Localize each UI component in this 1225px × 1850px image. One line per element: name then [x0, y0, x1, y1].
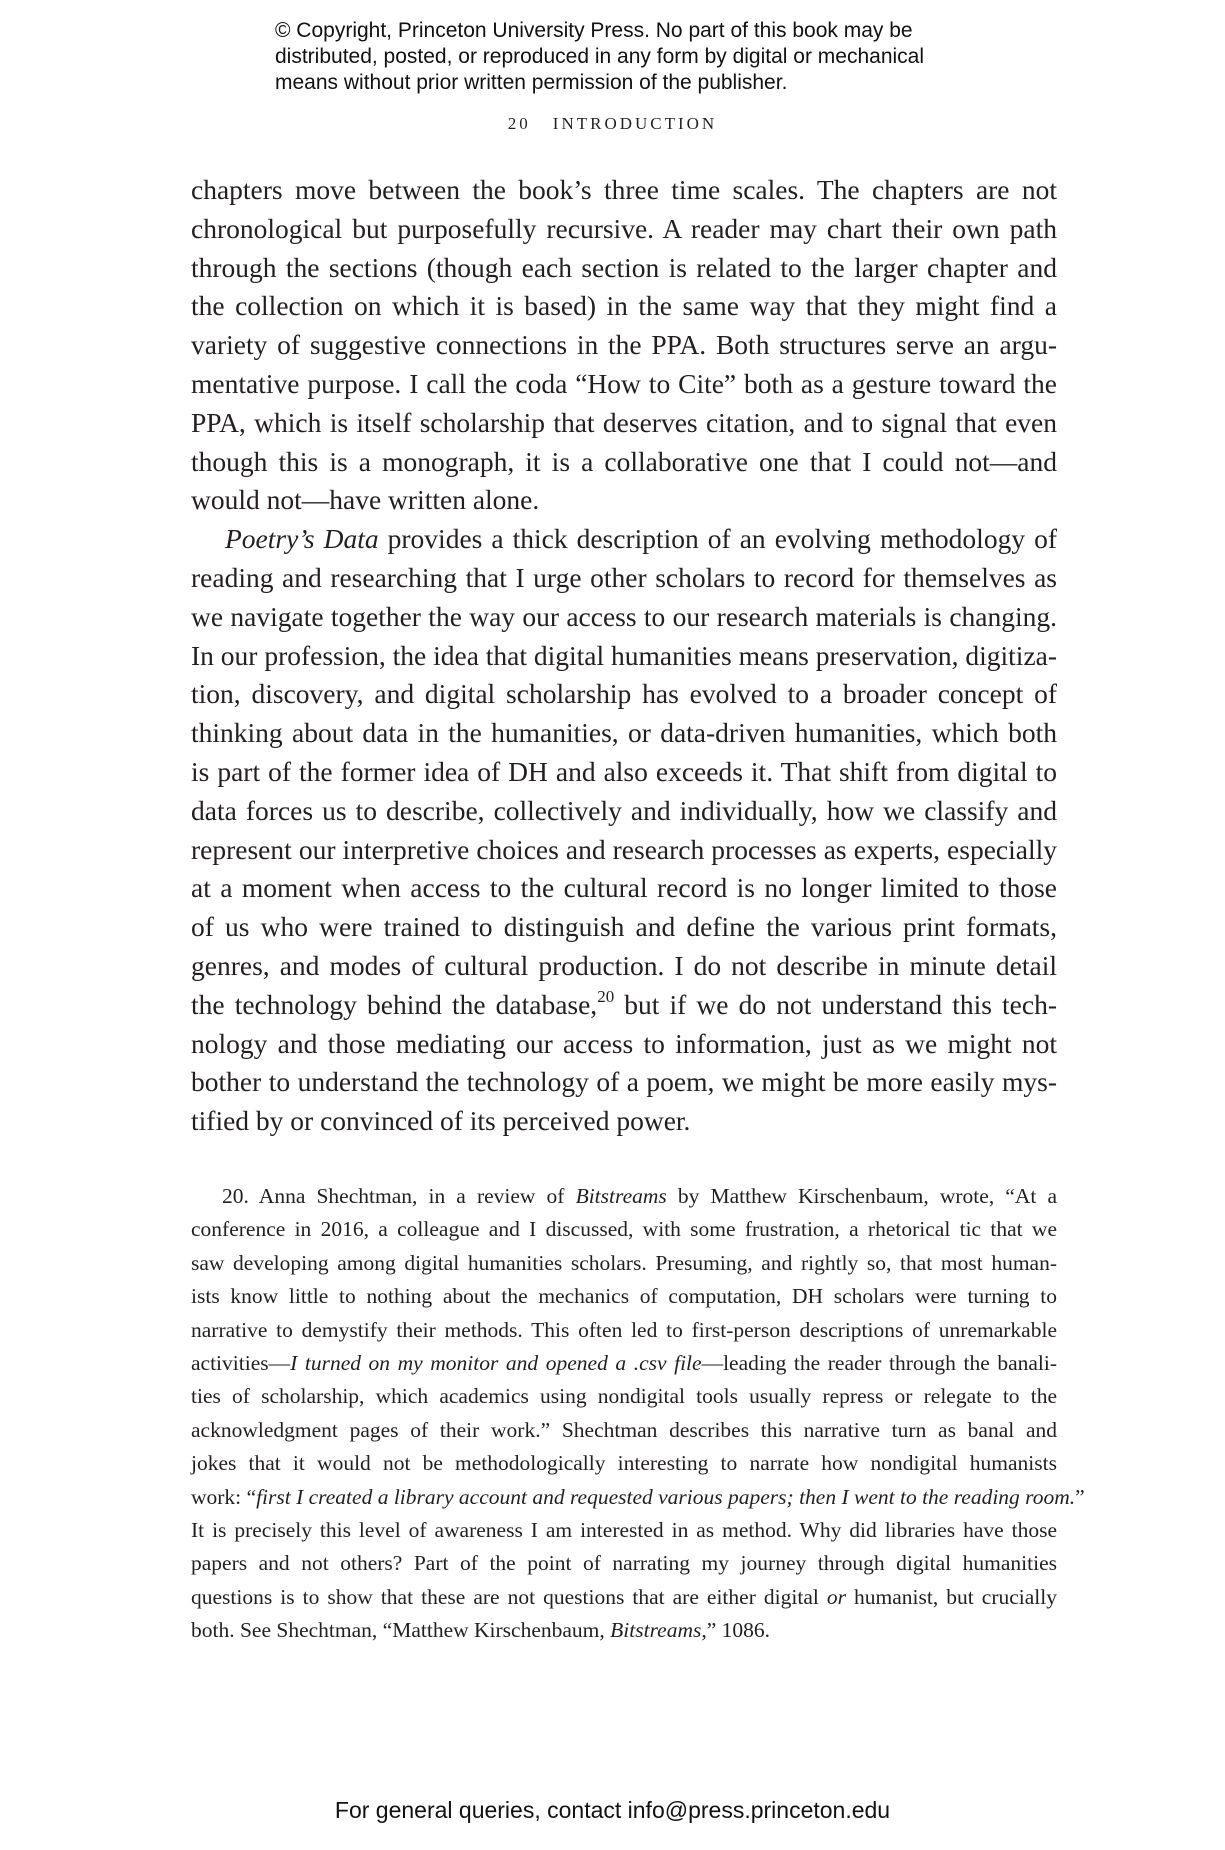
italic-quote: first I created a library account and requested various papers; then I went to the reading room. [256, 1484, 1076, 1509]
text-line: nology and those mediating our access to information, just as we might not [191, 1027, 1057, 1059]
text-line: chronological but purposefully recursive. A reader may chart their own path [191, 212, 1057, 244]
text-line: mentative purpose. I call the coda “How to Cite” both as a gesture toward the [191, 367, 1057, 399]
text-segment: both. See Shechtman, “Matthew Kirschenbaum, [191, 1618, 611, 1643]
text-line: is part of the former idea of DH and also exceeds it. That shift from digital to [191, 755, 1057, 787]
text-line: through the sections (though each section is related to the larger chapter and [191, 251, 1057, 283]
text-line: reading and researching that I urge other scholars to record for themselves as [191, 561, 1057, 593]
footnote-line: saw developing among digital humanities scholars. Presuming, and rightly so, that most human- [191, 1250, 1057, 1275]
text-line: tion, discovery, and digital scholarship has evolved to a broader concept of [191, 678, 1057, 710]
book-title: Bitstreams [610, 1618, 702, 1643]
section-title: INTRODUCTION [552, 114, 718, 133]
text-line: In our profession, the idea that digital humanities means preservation, digitiza- [191, 639, 1058, 671]
copyright-line: © Copyright, Princeton University Press. No part of this book may be [275, 19, 913, 42]
book-title: Poetry’s Data [225, 523, 379, 555]
text-line: represent our interpretive choices and research processes as experts, especially [191, 833, 1057, 865]
footnote-line [191, 1347, 1057, 1380]
text-line: though this is a monograph, it is a collaborative one that I could not—and [191, 445, 1057, 477]
text-segment: by Matthew Kirschenbaum, wrote, “At a [666, 1184, 1057, 1208]
text-line: tified by or convinced of its perceived power. [191, 1105, 691, 1137]
paragraph-2 [191, 520, 1057, 1141]
footnote-20 [191, 1180, 1085, 1648]
footnote-line [191, 1481, 1085, 1514]
text-line: genres, and modes of cultural production. I do not describe in minute detail [191, 949, 1057, 981]
footnote-line: narrative to demystify their methods. This often led to first-person descriptions of unremarkable [191, 1317, 1057, 1342]
paragraph-1 [191, 171, 1057, 520]
copyright-line: distributed, posted, or reproduced in any form by digital or mechanical [275, 45, 925, 68]
text-segment: ,” 1086. [701, 1618, 771, 1643]
text-segment: humanist, but crucially [846, 1584, 1057, 1609]
page-number: 20 [507, 114, 531, 133]
footnote-line: papers and not others? Part of the point of narrating my journey through digital humanities [191, 1551, 1057, 1576]
text-line: the collection on which it is based) in the same way that they might find a [191, 290, 1057, 322]
italic-quote: I turned on my monitor and opened a .csv file [290, 1351, 702, 1376]
text-line: of us who were trained to distinguish and define the various print formats, [191, 911, 1057, 943]
footnote-line: It is precisely this level of awareness I am interested in as method. Why did libraries have those [191, 1518, 1057, 1543]
running-head [0, 114, 1225, 134]
text-line [191, 520, 1057, 559]
footnote-line [191, 1581, 1057, 1614]
text-line: chapters move between the book’s three time scales. The chapters are not [191, 174, 1057, 205]
contact-footer: For general queries, contact info@press.princeton.edu [334, 1797, 891, 1823]
text-segment: questions is to show that these are not questions that are either digital [191, 1584, 827, 1609]
footnote-reference[interactable]: 20 [597, 986, 615, 1006]
text-line: variety of suggestive connections in the PPA. Both structures serve an argu- [191, 329, 1057, 361]
text-line: data forces us to describe, collectively and individually, how we classify and [191, 794, 1057, 826]
footnote-line [191, 1614, 1057, 1647]
text-segment: but if we do not understand this tech- [614, 988, 1057, 1020]
footnote-line: acknowledgment pages of their work.” Shechtman describes this narrative turn as banal and [191, 1417, 1057, 1442]
footnote-line: conference in 2016, a colleague and I discussed, with some frustration, a rhetorical tic that we [191, 1217, 1057, 1242]
text-segment: provides a thick description of an evolving methodology of [378, 523, 1057, 555]
text-line: bother to understand the technology of a poem, we might be more easily mys- [191, 1066, 1057, 1098]
text-line: PPA, which is itself scholarship that deserves citation, and to signal that even [191, 406, 1057, 438]
footnote-line: ties of scholarship, which academics using nondigital tools usually repress or relegate to the [191, 1384, 1057, 1409]
text-line: thinking about data in the humanities, or data-driven humanities, which both [191, 717, 1057, 749]
book-title: Bitstreams [575, 1184, 667, 1208]
copyright-line: means without prior written permission of the publisher. [275, 71, 788, 94]
text-segment: ” [1075, 1484, 1085, 1509]
footnote-line: ists know little to nothing about the mechanics of computation, DH scholars were turning to [191, 1284, 1057, 1309]
text-segment: —leading the reader through the banali- [701, 1351, 1058, 1376]
text-segment: the technology behind the database, [191, 988, 598, 1020]
text-segment: activities— [191, 1351, 291, 1376]
text-line [191, 986, 1057, 1025]
text-line: we navigate together the way our access to our research materials is changing. [191, 600, 1057, 632]
italic-word: or [826, 1584, 846, 1609]
text-line: would not—have written alone. [191, 484, 540, 516]
footnote-line: jokes that it would not be methodologically interesting to narrate how nondigital humanists [191, 1451, 1057, 1476]
body-text [191, 171, 1057, 1141]
copyright-notice [275, 18, 1015, 96]
text-line: at a moment when access to the cultural record is no longer limited to those [191, 872, 1057, 904]
text-segment: work: “ [191, 1484, 257, 1509]
footnote-line [191, 1180, 1057, 1213]
text-segment: 20. Anna Shechtman, in a review of [222, 1184, 576, 1208]
